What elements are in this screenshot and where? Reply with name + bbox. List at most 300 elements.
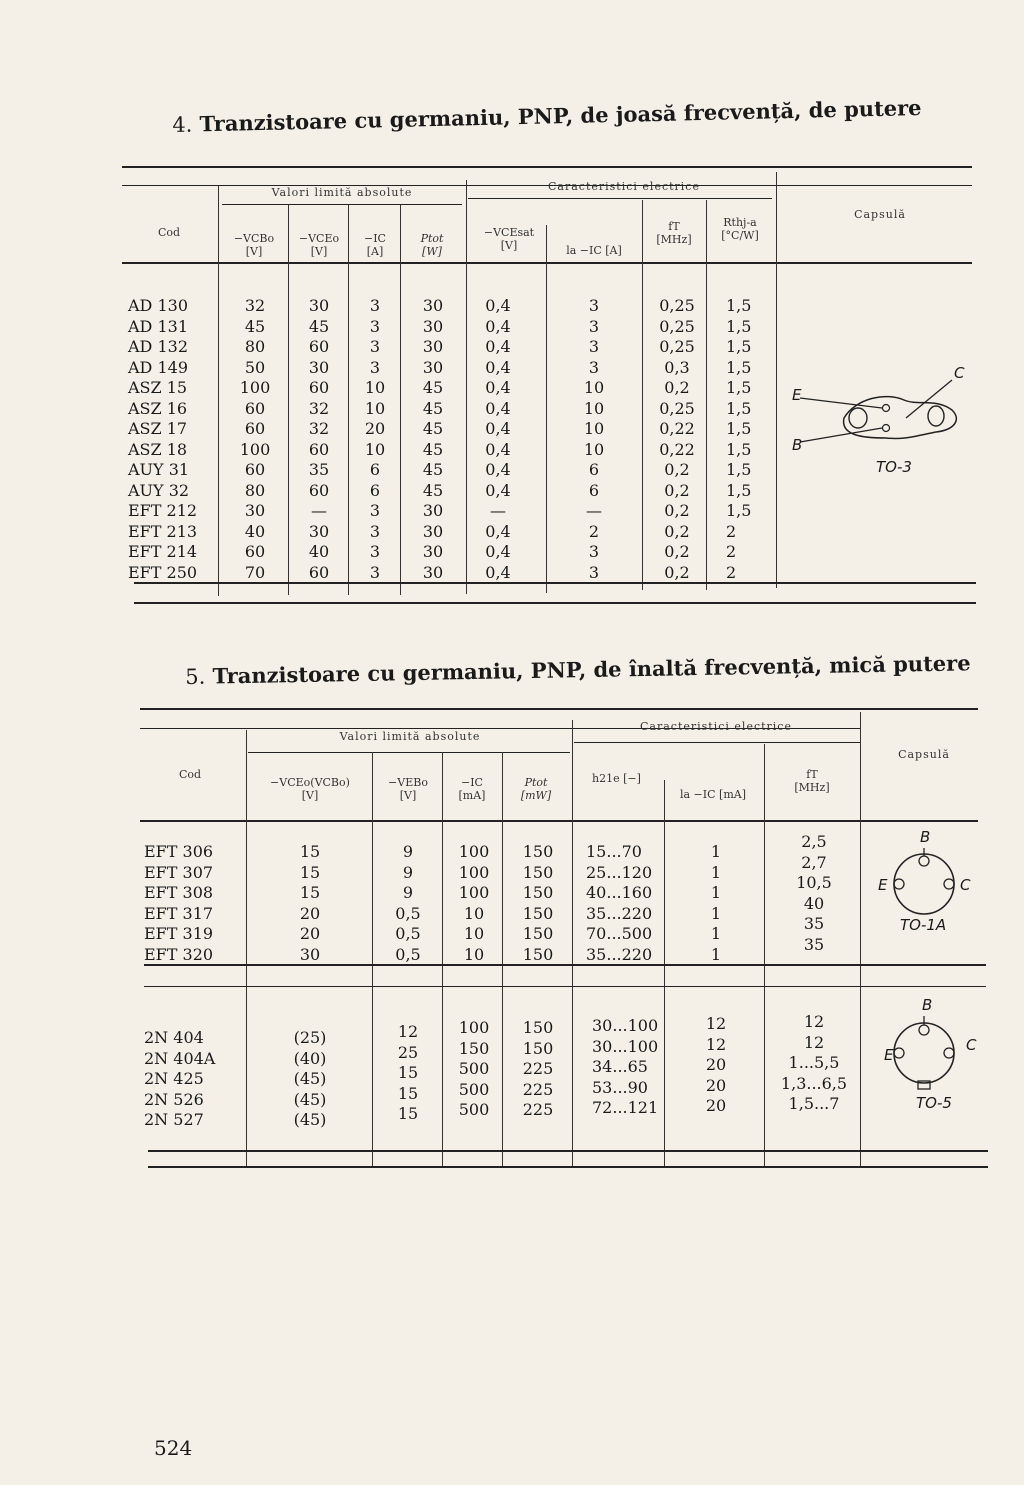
- table-cell: 3: [588, 542, 600, 561]
- table-cell: 1,5: [726, 439, 752, 459]
- t4-header-sep-el: [468, 198, 772, 199]
- page-number: 524: [154, 1436, 193, 1460]
- table-cell: EFT 317: [144, 903, 214, 923]
- table-cell: 1,5: [726, 337, 752, 356]
- t5-g2-col-vceo: [250, 1028, 370, 1131]
- table-cell: 10: [364, 439, 386, 459]
- table-cell: 3: [588, 296, 600, 315]
- table-cell: 9: [402, 842, 414, 861]
- t5-g2-col-la-ic: [668, 1014, 764, 1117]
- table-cell: 0,5: [395, 944, 421, 964]
- table-cell: 15: [397, 1063, 419, 1082]
- t5-g1-col-vebo: [376, 842, 440, 965]
- table-cell: 6: [588, 460, 600, 479]
- t4-col-ic: [350, 296, 400, 583]
- table-cell: 70: [244, 562, 266, 582]
- table-cell: 15: [397, 1104, 419, 1123]
- to5-pin-e-label: E: [884, 1046, 894, 1064]
- table-cell: 35: [803, 914, 825, 933]
- t4-header-vceo: −VCEo [V]: [298, 232, 340, 258]
- table-cell: 0,5: [395, 903, 421, 923]
- table-cell: 3: [588, 337, 600, 356]
- table-cell: 150: [522, 924, 554, 943]
- table-cell: 2,5: [801, 832, 827, 851]
- table-cell: 45: [308, 316, 330, 336]
- t4-col-cod: [128, 296, 218, 583]
- table-cell: 3: [369, 316, 381, 336]
- t4-vline: [400, 205, 401, 595]
- table-cell: 1: [710, 883, 722, 902]
- table-cell: 0,25: [659, 398, 695, 418]
- table-cell: 35...220: [586, 944, 653, 964]
- table-cell: 30: [422, 296, 444, 315]
- table-cell: 1,5: [726, 357, 752, 377]
- table-cell: ASZ 15: [128, 378, 188, 397]
- table-cell: 60: [308, 337, 330, 356]
- table-cell: 1,5: [726, 501, 752, 520]
- table-cell: 1,5...7: [788, 1094, 840, 1113]
- t5-header-ft: fT [MHz]: [794, 768, 830, 794]
- to1a-package-label: TO-1A: [900, 916, 947, 934]
- table-cell: 2: [726, 521, 737, 541]
- to5-pin-b-label: B: [922, 996, 933, 1014]
- table-cell: 10: [463, 903, 485, 923]
- table-cell: 20: [299, 924, 321, 943]
- table-cell: 0,25: [659, 296, 695, 315]
- table-cell: 30: [299, 944, 321, 964]
- to1a-pin-c-label: C: [960, 876, 971, 894]
- table-cell: 15: [299, 862, 321, 882]
- t5-header-vebo: −VEBo [V]: [388, 776, 428, 802]
- table-cell: 3: [369, 296, 381, 315]
- section-5-title: 5. Tranzistoare cu germaniu, PNP, de înaltă frecvență, mică putere: [185, 650, 971, 689]
- table-cell: 150: [522, 1018, 554, 1037]
- table-cell: AD 130: [128, 296, 189, 315]
- table-cell: 34...65: [592, 1057, 648, 1076]
- table-cell: 500: [458, 1059, 490, 1078]
- t5-g2-col-ic: [446, 1018, 502, 1121]
- table-cell: 12: [803, 1032, 825, 1052]
- table-cell: 0,2: [664, 562, 690, 582]
- table-cell: 100: [458, 862, 490, 882]
- table-cell: 15: [299, 842, 321, 861]
- table-5-top-rule: [140, 708, 978, 710]
- t4-bottom-rule-2: [134, 602, 976, 604]
- table-cell: AD 149: [128, 357, 189, 377]
- t4-header-group-abs: Valori limită absolute: [271, 186, 413, 199]
- t5-g2-col-ft: [768, 1012, 860, 1115]
- table-cell: 12: [705, 1034, 727, 1054]
- t5-header-group-el: Caracteristici electrice: [640, 720, 792, 733]
- table-cell: 1: [710, 944, 722, 964]
- table-cell: 0,4: [485, 521, 511, 541]
- table-cell: 60: [308, 439, 330, 459]
- t4-header-ft: fT [MHz]: [656, 220, 692, 246]
- table-cell: 0,5: [395, 924, 421, 943]
- table-cell: 30: [422, 521, 444, 541]
- table-cell: 150: [458, 1038, 490, 1058]
- table-cell: 0,4: [485, 398, 511, 418]
- table-cell: EFT 213: [128, 521, 198, 541]
- table-cell: EFT 250: [128, 562, 198, 582]
- table-cell: 0,4: [485, 542, 511, 561]
- table-cell: 20: [705, 1055, 727, 1074]
- t5-g1-col-cod: [144, 842, 244, 965]
- table-cell: (45): [293, 1110, 327, 1129]
- table-4-top-rule: [122, 166, 972, 168]
- to5-package-label: TO-5: [916, 1094, 952, 1112]
- table-cell: 53...90: [592, 1077, 648, 1097]
- t5-bottom-rule-2: [148, 1166, 988, 1168]
- table-cell: 30: [308, 521, 330, 541]
- table-cell: EFT 307: [144, 862, 214, 882]
- t5-header-cod: Cod: [178, 768, 202, 781]
- table-cell: 45: [422, 480, 444, 500]
- t4-header-cod: Cod: [157, 226, 181, 239]
- table-cell: AD 132: [128, 337, 189, 356]
- table-cell: 1...5,5: [788, 1053, 840, 1072]
- t4-header-la-ic: la −IC [A]: [566, 244, 622, 257]
- table-cell: 0,2: [664, 480, 690, 500]
- table-cell: 20: [705, 1096, 727, 1115]
- table-cell: 2: [726, 562, 737, 582]
- table-cell: 1,5: [726, 460, 752, 479]
- table-cell: 60: [308, 562, 330, 582]
- t5-g1-col-vceo: [250, 842, 370, 965]
- table-cell: 150: [522, 842, 554, 861]
- table-cell: 10: [463, 924, 485, 943]
- table-cell: 2N 404A: [144, 1048, 216, 1068]
- table-cell: 6: [588, 480, 600, 500]
- t5-group-separator: [144, 964, 986, 966]
- table-cell: 20: [705, 1075, 727, 1095]
- table-cell: 20: [299, 903, 321, 923]
- table-cell: 1: [710, 842, 722, 861]
- table-cell: 30: [244, 501, 266, 520]
- table-cell: 80: [244, 337, 266, 356]
- table-cell: 0,4: [485, 357, 511, 377]
- table-cell: 20: [364, 419, 386, 438]
- t4-col-ptot: [402, 296, 464, 583]
- table-cell: 35: [803, 934, 825, 954]
- t5-vline: [572, 720, 573, 1166]
- table-cell: 3: [588, 316, 600, 336]
- table-cell: 2N 527: [144, 1110, 204, 1129]
- to3-pin-c-label: C: [954, 364, 965, 382]
- table-cell: 30: [308, 357, 330, 377]
- table-cell: 2N 526: [144, 1089, 204, 1109]
- table-cell: 0,25: [659, 316, 695, 336]
- table-cell: 32: [308, 398, 330, 418]
- to1a-pin-e-label: E: [878, 876, 888, 894]
- table-cell: 12: [705, 1014, 727, 1033]
- t5-header-ic: −IC [mA]: [458, 776, 486, 802]
- table-cell: AD 131: [128, 316, 189, 336]
- table-cell: EFT 212: [128, 501, 198, 520]
- t5-g1-col-h21e: [586, 842, 664, 965]
- table-cell: 30: [422, 357, 444, 377]
- table-cell: 0,4: [485, 316, 511, 336]
- t5-vline: [764, 744, 765, 1166]
- table-cell: 3: [369, 337, 381, 356]
- table-cell: 70...500: [586, 924, 653, 943]
- table-cell: 30: [422, 562, 444, 582]
- table-cell: 30: [422, 542, 444, 561]
- table-cell: —: [490, 501, 506, 520]
- table-cell: 1,5: [726, 316, 752, 336]
- table-cell: ASZ 17: [128, 419, 188, 438]
- table-cell: 1,5: [726, 378, 752, 397]
- table-cell: 100: [458, 883, 490, 902]
- to1a-pin-b-label: B: [920, 828, 931, 846]
- table-cell: 40...160: [586, 883, 653, 902]
- table-cell: AUY 32: [128, 480, 190, 500]
- table-cell: 30: [422, 337, 444, 356]
- table-cell: 500: [458, 1100, 490, 1119]
- table-cell: 10: [583, 378, 605, 397]
- table-cell: 45: [422, 439, 444, 459]
- table-cell: 10: [364, 378, 386, 397]
- table-cell: 0,4: [485, 378, 511, 397]
- table-cell: 0,2: [664, 378, 690, 397]
- table-cell: 3: [369, 501, 381, 520]
- table-cell: 150: [522, 944, 554, 964]
- table-cell: EFT 214: [128, 542, 198, 561]
- table-cell: 3: [369, 542, 381, 561]
- table-cell: 60: [244, 419, 266, 438]
- table-cell: 72...121: [592, 1098, 659, 1117]
- table-cell: —: [311, 501, 327, 520]
- table-cell: 150: [522, 1038, 554, 1058]
- table-cell: 2N 404: [144, 1028, 204, 1047]
- table-cell: 12: [803, 1012, 825, 1031]
- table-cell: (45): [293, 1069, 327, 1088]
- table-cell: 3: [369, 357, 381, 377]
- table-cell: 15: [299, 883, 321, 902]
- to5-pin-c-label: C: [966, 1036, 977, 1054]
- table-cell: 9: [402, 883, 414, 902]
- t4-bottom-rule: [134, 582, 976, 584]
- t5-header-capsula: Capsulă: [898, 748, 950, 761]
- table-cell: 25...120: [586, 862, 653, 882]
- table-cell: 6: [369, 480, 381, 500]
- table-cell: (45): [293, 1089, 327, 1109]
- table-cell: ASZ 16: [128, 398, 188, 418]
- table-cell: 45: [422, 398, 444, 418]
- table-cell: 1,5: [726, 296, 752, 315]
- table-cell: EFT 306: [144, 842, 214, 861]
- t4-header-ptot: Ptot [W]: [420, 232, 444, 258]
- t4-header-bottom-rule: [122, 262, 972, 264]
- table-cell: ASZ 18: [128, 439, 188, 459]
- table-cell: 10: [583, 419, 605, 438]
- table-cell: 10,5: [796, 873, 832, 892]
- table-cell: 225: [522, 1059, 554, 1078]
- table-cell: AUY 31: [128, 460, 190, 479]
- table-cell: (25): [293, 1028, 327, 1047]
- to3-package-label: TO-3: [876, 458, 912, 476]
- t4-header-ic: −IC [A]: [364, 232, 386, 258]
- table-cell: 10: [583, 439, 605, 459]
- t5-bottom-rule: [148, 1150, 988, 1152]
- t4-header-vcesat: −VCEsat [V]: [483, 226, 535, 252]
- t4-col-vceo: [290, 296, 348, 583]
- t4-header-rth: Rthj-a [°C/W]: [721, 216, 759, 242]
- t4-header-vcbo: −VCBo [V]: [233, 232, 275, 258]
- table-cell: 0,4: [485, 562, 511, 582]
- to3-pin-b-label: B: [792, 436, 803, 454]
- table-cell: 100: [239, 378, 271, 397]
- table-cell: 60: [308, 378, 330, 397]
- table-cell: 100: [239, 439, 271, 459]
- table-cell: 150: [522, 903, 554, 923]
- section-4-title: 4. Tranzistoare cu germaniu, PNP, de joasă frecvență, de putere: [172, 94, 922, 137]
- table-cell: EFT 308: [144, 883, 214, 902]
- table-cell: 45: [422, 460, 444, 479]
- t4-col-vcbo: [222, 296, 288, 583]
- t5-vline: [502, 752, 503, 1166]
- t4-vline: [546, 225, 547, 593]
- table-cell: 60: [244, 542, 266, 561]
- table-cell: 150: [522, 883, 554, 902]
- t4-vline: [218, 186, 219, 596]
- table-cell: 150: [522, 862, 554, 882]
- table-cell: 0,3: [664, 357, 690, 377]
- table-cell: 30...100: [592, 1036, 659, 1056]
- t4-header-capsula: Capsulă: [854, 208, 906, 221]
- table-cell: 45: [422, 378, 444, 397]
- table-cell: 32: [244, 296, 266, 315]
- t5-g2-col-cod: [144, 1028, 244, 1131]
- table-cell: 32: [308, 419, 330, 438]
- table-cell: 0,4: [485, 296, 511, 315]
- table-cell: 3: [369, 521, 381, 541]
- t4-header-group-el: Caracteristici electrice: [548, 180, 700, 193]
- t5-g2-col-ptot: [506, 1018, 570, 1121]
- table-cell: 15: [397, 1083, 419, 1103]
- table-cell: 100: [458, 1018, 490, 1037]
- table-cell: 30: [308, 296, 330, 315]
- table-cell: 6: [369, 460, 381, 479]
- table-cell: 2: [588, 521, 600, 541]
- table-cell: 1,5: [726, 480, 752, 500]
- table-cell: 30...100: [592, 1016, 659, 1035]
- t5-g1-col-ic: [446, 842, 502, 965]
- table-cell: 0,4: [485, 480, 511, 500]
- table-cell: 1,5: [726, 398, 752, 418]
- table-cell: 10: [583, 398, 605, 418]
- to3-pin-e-label: E: [792, 386, 802, 404]
- table-cell: 0,22: [659, 439, 695, 459]
- table-cell: 100: [458, 842, 490, 861]
- t4-vline: [642, 200, 643, 590]
- table-cell: 60: [244, 398, 266, 418]
- t4-header-sep-abs: [222, 204, 462, 205]
- table-cell: 0,4: [485, 337, 511, 356]
- table-cell: 2: [726, 542, 737, 561]
- t5-header-h21e: h21e [−]: [592, 772, 641, 785]
- t5-header-sep-abs: [248, 752, 570, 753]
- table-cell: 1: [710, 924, 722, 943]
- table-cell: 10: [463, 944, 485, 964]
- table-cell: 225: [522, 1100, 554, 1119]
- table-cell: 80: [244, 480, 266, 500]
- t4-vline: [466, 180, 467, 594]
- t5-header-la-ic: la −IC [mA]: [679, 788, 746, 801]
- t4-col-ft: [648, 296, 706, 583]
- table-cell: 30: [422, 316, 444, 336]
- table-cell: 0,25: [659, 337, 695, 356]
- table-cell: (40): [293, 1048, 327, 1068]
- table-cell: 225: [522, 1079, 554, 1099]
- table-cell: 15...70: [586, 842, 642, 861]
- table-cell: 3: [369, 562, 381, 582]
- t5-header-vceo: −VCEo(VCBo) [V]: [270, 776, 350, 802]
- table-cell: 0,2: [664, 542, 690, 561]
- t4-vline: [288, 205, 289, 595]
- t5-g1-col-la-ic: [668, 842, 764, 965]
- t5-vline: [664, 780, 665, 1166]
- table-cell: 45: [422, 419, 444, 438]
- table-cell: 60: [308, 480, 330, 500]
- table-cell: 30: [422, 501, 444, 520]
- table-cell: EFT 319: [144, 924, 214, 943]
- table-cell: 50: [244, 357, 266, 377]
- table-cell: 0,4: [485, 439, 511, 459]
- table-cell: 0,2: [664, 521, 690, 541]
- t4-col-rth: [726, 296, 772, 583]
- t4-vline: [706, 200, 707, 590]
- t5-header-ptot: Ptot [mW]: [520, 776, 552, 802]
- t5-vline: [442, 752, 443, 1166]
- t4-vline: [776, 172, 777, 588]
- table-cell: —: [586, 501, 602, 520]
- t5-vline: [246, 730, 247, 1166]
- t5-g2-col-h21e: [592, 1016, 664, 1119]
- t5-header-bottom-rule: [140, 820, 978, 822]
- table-cell: 0,4: [485, 419, 511, 438]
- table-cell: 3: [588, 562, 600, 582]
- t4-vline: [348, 205, 349, 595]
- table-cell: 0,22: [659, 419, 695, 438]
- t5-vline: [372, 752, 373, 1166]
- table-cell: 35: [308, 460, 330, 479]
- table-cell: 1: [710, 903, 722, 923]
- table-cell: 12: [397, 1022, 419, 1041]
- table-cell: 60: [244, 460, 266, 479]
- table-cell: 40: [308, 542, 330, 561]
- t5-g1-col-ft: [768, 832, 860, 955]
- table-cell: 2,7: [801, 852, 827, 872]
- table-cell: 40: [803, 893, 825, 913]
- t4-col-vcesat: [470, 296, 526, 583]
- table-cell: 40: [244, 521, 266, 541]
- table-cell: 1,3...6,5: [780, 1073, 848, 1093]
- table-cell: 25: [397, 1042, 419, 1062]
- t5-g2-col-vebo: [376, 1022, 440, 1125]
- table-cell: 1,5: [726, 419, 752, 438]
- t5-header-group-abs: Valori limită absolute: [339, 730, 481, 743]
- table-cell: 500: [458, 1079, 490, 1099]
- t5-group-separator-2: [144, 986, 986, 987]
- t5-vline: [860, 712, 861, 1166]
- table-cell: 2N 425: [144, 1069, 204, 1088]
- t5-header-sep-el: [574, 742, 860, 743]
- table-cell: 9: [402, 862, 414, 882]
- table-cell: 0,2: [664, 501, 690, 520]
- table-cell: EFT 320: [144, 944, 214, 964]
- table-cell: 0,4: [485, 460, 511, 479]
